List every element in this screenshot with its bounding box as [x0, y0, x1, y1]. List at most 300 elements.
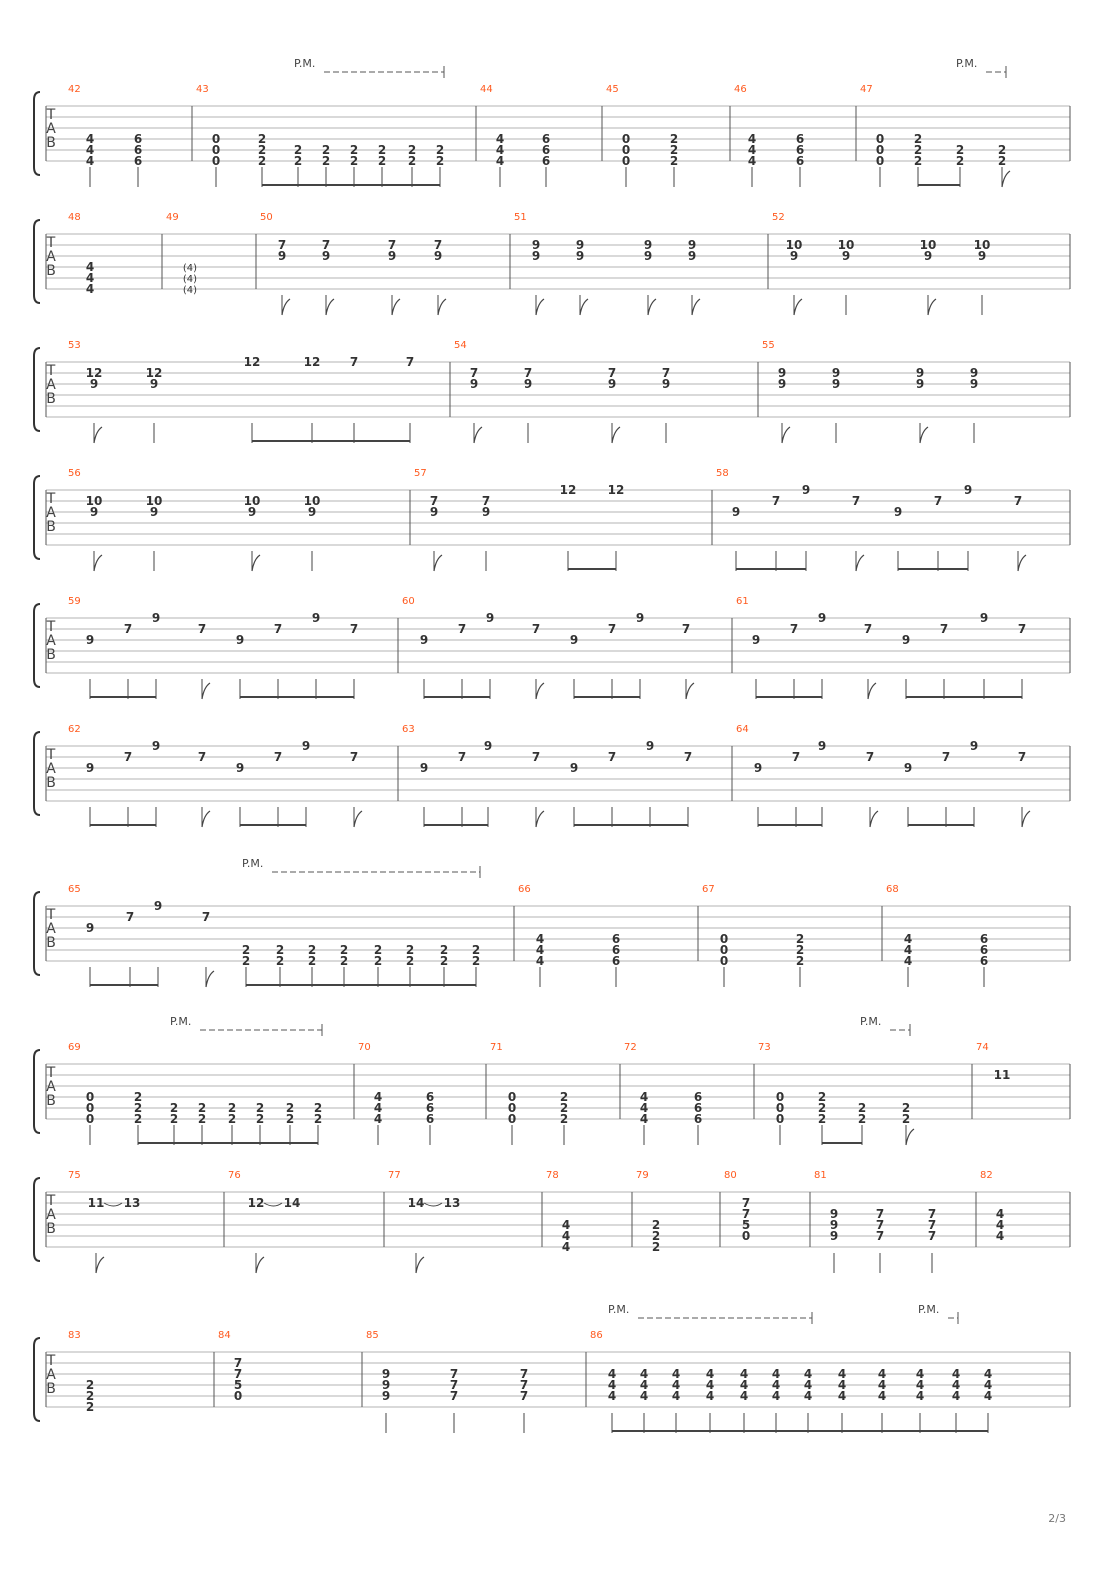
fret-number: 7	[933, 494, 943, 508]
fret-number: 4	[85, 260, 95, 274]
note-column	[570, 761, 578, 827]
tab-clef-letter: T	[46, 1065, 56, 1081]
fret-number: 4	[747, 132, 757, 146]
note-flag	[928, 299, 936, 315]
palm-mute-label: P.M.	[860, 1015, 882, 1028]
fret-number: 7	[387, 238, 397, 252]
note-column	[928, 1207, 936, 1273]
tab-clef-letter: B	[46, 391, 56, 407]
fret-number: 4	[495, 143, 505, 157]
note-flag	[206, 971, 214, 987]
note-column	[952, 1367, 960, 1433]
fret-number: 4	[915, 1378, 925, 1392]
note-column	[86, 1378, 94, 1414]
fret-number: 2	[559, 1090, 569, 1104]
note-column	[622, 132, 630, 187]
fret-number: 12	[559, 483, 577, 497]
note-column	[314, 1101, 322, 1145]
fret-number: 6	[611, 943, 621, 957]
measure	[68, 1330, 94, 1414]
note-column	[258, 132, 266, 187]
fret-number: 4	[85, 143, 95, 157]
fret-number: 14	[407, 1196, 425, 1210]
fret-number: 2	[817, 1101, 827, 1115]
fret-number: 2	[133, 1112, 143, 1126]
fret-number: 7	[531, 622, 541, 636]
fret-number: 4	[837, 1389, 847, 1403]
fret-number: 4	[607, 1367, 617, 1381]
note-column	[608, 483, 625, 571]
fret-number: 9	[153, 899, 163, 913]
tab-clef-letter: A	[46, 633, 56, 649]
fret-number: 9	[419, 761, 429, 775]
note-column	[786, 238, 803, 315]
note-column	[496, 132, 504, 187]
tab-system	[34, 724, 1070, 827]
fret-number: 4	[747, 143, 757, 157]
note-flag	[202, 683, 210, 699]
fret-number: 2	[307, 954, 317, 968]
note-column	[276, 943, 284, 987]
note-column	[524, 366, 532, 443]
note-flag	[1018, 555, 1026, 571]
note-column	[146, 494, 163, 571]
fret-number: 9	[311, 611, 321, 625]
fret-number: 12	[247, 1196, 265, 1210]
measure	[68, 1170, 140, 1273]
measure-number: 77	[388, 1170, 401, 1181]
measure-number: 63	[402, 724, 415, 735]
note-column	[170, 1101, 178, 1145]
measure-number: 76	[228, 1170, 241, 1181]
fret-number: 6	[611, 932, 621, 946]
fret-number: 9	[569, 633, 579, 647]
tab-clef-letter: B	[46, 935, 56, 951]
note-column	[612, 932, 620, 987]
note-column	[388, 238, 400, 315]
note-column	[980, 932, 988, 987]
note-column	[286, 1101, 294, 1145]
measure-number: 68	[886, 884, 899, 895]
fret-number: 2	[257, 154, 267, 168]
fret-number: 9	[151, 739, 161, 753]
note-column	[532, 750, 544, 827]
tab-clef-letter: B	[46, 1093, 56, 1109]
note-column	[830, 1207, 838, 1273]
measure-number: 86	[590, 1330, 603, 1341]
fret-number: 9	[893, 505, 903, 519]
note-column	[482, 494, 490, 571]
fret-number: 9	[915, 377, 925, 391]
tab-clef-letter: B	[46, 519, 56, 535]
note-column	[608, 750, 616, 827]
fret-number: 9	[381, 1367, 391, 1381]
fret-number: 2	[955, 143, 965, 157]
measure	[698, 884, 804, 987]
note-column	[980, 611, 988, 699]
tab-system	[34, 857, 1070, 987]
fret-number: 2	[285, 1101, 295, 1115]
tab-clef-letter: A	[46, 377, 56, 393]
fret-number: 6	[541, 154, 551, 168]
note-column	[86, 1090, 94, 1145]
measure	[476, 84, 550, 187]
fret-number: 0	[621, 143, 631, 157]
fret-number: 4	[705, 1367, 715, 1381]
fret-number: 0	[507, 1090, 517, 1104]
measure-number: 81	[814, 1170, 827, 1181]
note-column	[470, 366, 482, 443]
fret-number: 4	[373, 1101, 383, 1115]
measure-number: 85	[366, 1330, 379, 1341]
fret-number: 7	[875, 1207, 885, 1221]
note-flag	[94, 555, 102, 571]
note-column	[742, 1196, 750, 1243]
note-column	[720, 932, 728, 987]
fret-number: 4	[995, 1218, 1005, 1232]
fret-number: 7	[927, 1207, 937, 1221]
fret-number: 4	[983, 1378, 993, 1392]
fret-number: 7	[927, 1218, 937, 1232]
measure-number: 67	[702, 884, 715, 895]
fret-number: 4	[639, 1367, 649, 1381]
note-flag	[692, 299, 700, 315]
measure	[68, 884, 480, 987]
palm-mute-marker	[294, 57, 444, 78]
fret-number: 2	[857, 1101, 867, 1115]
fret-number: 6	[541, 143, 551, 157]
fret-number: 9	[801, 483, 811, 497]
fret-number: 2	[373, 943, 383, 957]
tab-clef-letter: T	[46, 747, 56, 763]
fret-number: 0	[85, 1101, 95, 1115]
fret-number: 2	[817, 1112, 827, 1126]
note-flag	[392, 299, 400, 315]
palm-mute-marker	[170, 1015, 322, 1036]
note-column	[378, 143, 386, 187]
palm-mute-marker	[860, 1015, 910, 1036]
fret-number: 2	[227, 1112, 237, 1126]
fret-number: 4	[951, 1378, 961, 1392]
fret-number: 7	[741, 1207, 751, 1221]
fret-number: 4	[705, 1378, 715, 1392]
measure	[972, 1042, 1010, 1119]
note-column	[248, 1196, 301, 1273]
fret-number: 9	[277, 249, 287, 263]
fret-number: 2	[349, 143, 359, 157]
fret-number: 4	[639, 1101, 649, 1115]
fret-number: 4	[877, 1378, 887, 1392]
fret-number: 7	[607, 622, 617, 636]
fret-number: 4	[771, 1378, 781, 1392]
palm-mute-label: P.M.	[956, 57, 978, 70]
note-flag	[612, 427, 620, 443]
measure-number: 46	[734, 84, 747, 95]
fret-number: 9	[483, 739, 493, 753]
note-column	[542, 132, 550, 187]
fret-number: 10	[243, 494, 261, 508]
fret-number: 9	[817, 611, 827, 625]
fret-number: 9	[635, 611, 645, 625]
fret-number: 7	[771, 494, 781, 508]
fret-number: 2	[439, 943, 449, 957]
measure	[732, 724, 1030, 827]
fret-number: 2	[293, 143, 303, 157]
note-column	[152, 611, 160, 699]
measure	[362, 1330, 528, 1433]
note-column	[984, 1367, 992, 1433]
fret-number: 2	[997, 154, 1007, 168]
tab-clef-letter: A	[46, 505, 56, 521]
measure-number: 69	[68, 1042, 81, 1053]
note-column	[408, 1196, 461, 1273]
note-flag	[94, 427, 102, 443]
fret-number: 6	[693, 1101, 703, 1115]
measure	[510, 212, 700, 315]
measure	[882, 884, 988, 987]
fret-number: 10	[145, 494, 163, 508]
fret-number: 7	[277, 238, 287, 252]
fret-number: 2	[405, 954, 415, 968]
note-column	[876, 1207, 884, 1273]
note-column	[560, 1090, 568, 1145]
note-column	[740, 1367, 748, 1433]
note-column	[838, 238, 855, 315]
fret-number: 2	[669, 154, 679, 168]
note-column	[640, 1090, 648, 1145]
fret-number: 9	[381, 1389, 391, 1403]
note-column	[420, 761, 428, 827]
measure	[768, 212, 990, 315]
page-number: 2/3	[1048, 1512, 1066, 1525]
slide-target-fret: 13	[443, 1196, 461, 1210]
note-column	[274, 750, 282, 827]
note-column	[790, 622, 798, 699]
fret-number: 2	[307, 943, 317, 957]
note-column	[86, 494, 103, 571]
fret-number: 6	[425, 1112, 435, 1126]
note-column	[644, 238, 656, 315]
note-column	[682, 622, 694, 699]
note-column	[752, 633, 760, 699]
fret-number: 4	[837, 1367, 847, 1381]
fret-number: 7	[321, 238, 331, 252]
fret-number: 4	[535, 954, 545, 968]
system-bracket	[34, 1178, 40, 1261]
fret-number: 9	[85, 921, 95, 935]
fret-number: 2	[227, 1101, 237, 1115]
note-column	[440, 943, 448, 987]
note-flag	[1002, 171, 1010, 187]
measure	[256, 212, 446, 315]
fret-number: 4	[995, 1207, 1005, 1221]
note-column	[134, 1090, 142, 1145]
note-flag	[870, 811, 878, 827]
measure	[754, 1042, 914, 1145]
fret-number: 0	[621, 132, 631, 146]
tab-system	[34, 468, 1070, 571]
palm-mute-label: P.M.	[242, 857, 264, 870]
tab-clef-letter: T	[46, 1193, 56, 1209]
fret-number: 2	[349, 154, 359, 168]
fret-number: 9	[523, 377, 533, 391]
fret-number: 2	[293, 154, 303, 168]
measure	[976, 1170, 1004, 1247]
palm-mute-label: P.M.	[170, 1015, 192, 1028]
note-column	[420, 633, 428, 699]
note-column	[450, 1367, 458, 1433]
note-column	[894, 505, 902, 571]
note-column	[796, 932, 804, 987]
fret-number: 7	[273, 750, 283, 764]
note-column	[818, 1090, 826, 1145]
tab-clef-letter: B	[46, 135, 56, 151]
measure-number: 60	[402, 596, 415, 607]
note-column	[322, 143, 330, 187]
fret-number: 9	[469, 377, 479, 391]
fret-number: 7	[125, 910, 135, 924]
fret-number: 0	[775, 1090, 785, 1104]
note-flag	[906, 1129, 914, 1145]
fret-number: 7	[273, 622, 283, 636]
note-column	[406, 943, 414, 987]
note-column	[536, 932, 544, 987]
note-flag	[1022, 811, 1030, 827]
note-column	[866, 750, 878, 827]
fret-number: 4	[85, 132, 95, 146]
note-column	[274, 622, 282, 699]
fret-number: 9	[661, 377, 671, 391]
measure	[810, 1170, 936, 1273]
note-column	[520, 1367, 528, 1433]
tab-clef-letter: A	[46, 1207, 56, 1223]
measure	[68, 468, 320, 571]
fret-number: 7	[519, 1389, 529, 1403]
fret-number: 2	[669, 132, 679, 146]
fret-number: 2	[407, 154, 417, 168]
fret-number: 6	[133, 132, 143, 146]
fret-number: 9	[789, 249, 799, 263]
fret-number: 4	[85, 154, 95, 168]
fret-number: 9	[923, 249, 933, 263]
fret-number: 7	[939, 622, 949, 636]
note-column	[202, 910, 214, 987]
fret-number: 0	[741, 1229, 751, 1243]
note-column	[308, 943, 316, 987]
fret-number: 2	[471, 943, 481, 957]
note-column	[688, 238, 700, 315]
measure-number: 73	[758, 1042, 771, 1053]
fret-number: 9	[831, 366, 841, 380]
fret-number: 0	[507, 1101, 517, 1115]
fret-number: 9	[963, 483, 973, 497]
fret-number: 9	[969, 739, 979, 753]
fret-number: 6	[541, 132, 551, 146]
measure-number: 44	[480, 84, 493, 95]
measure-number: 58	[716, 468, 729, 479]
measure	[632, 1170, 660, 1254]
fret-number: 9	[731, 505, 741, 519]
note-column	[646, 739, 654, 827]
tab-clef-letter: A	[46, 1079, 56, 1095]
fret-number: 9	[607, 377, 617, 391]
measure-number: 83	[68, 1330, 81, 1341]
fret-number: 7	[449, 1367, 459, 1381]
fret-number: 7	[875, 1218, 885, 1232]
fret-number: 9	[531, 249, 541, 263]
note-column	[956, 143, 964, 187]
fret-number: 4	[607, 1389, 617, 1403]
note-flag	[686, 683, 694, 699]
note-column	[458, 622, 466, 699]
note-column	[236, 761, 244, 827]
fret-number: 4	[495, 154, 505, 168]
measure	[450, 340, 670, 443]
fret-number: 0	[719, 932, 729, 946]
fret-number: 9	[419, 633, 429, 647]
note-column	[670, 132, 678, 187]
fret-number: 0	[85, 1112, 95, 1126]
fret-number: 0	[719, 954, 729, 968]
note-column	[486, 611, 494, 699]
fret-number: 7	[607, 750, 617, 764]
measure-number: 57	[414, 468, 427, 479]
fret-number: 4	[535, 932, 545, 946]
note-column	[434, 238, 446, 315]
note-column	[608, 366, 620, 443]
fret-number: 2	[439, 954, 449, 968]
palm-mute-marker	[242, 857, 480, 878]
note-column	[244, 494, 261, 571]
fret-number: 9	[831, 377, 841, 391]
note-column	[1018, 622, 1026, 699]
tab-clef-letter: A	[46, 1367, 56, 1383]
fret-number: 6	[425, 1101, 435, 1115]
fret-number: 2	[169, 1112, 179, 1126]
note-flag	[416, 1257, 424, 1273]
fret-number: 2	[901, 1101, 911, 1115]
system-bracket	[34, 476, 40, 559]
fret-number: 9	[643, 238, 653, 252]
tab-clef-letter: B	[46, 775, 56, 791]
tab-clef-letter: B	[46, 647, 56, 663]
fret-number: 9	[777, 377, 787, 391]
fret-number: 7	[851, 494, 861, 508]
fret-number: 7	[349, 622, 359, 636]
measure-number: 80	[724, 1170, 737, 1181]
fret-number: 9	[829, 1218, 839, 1232]
tab-system	[34, 57, 1070, 187]
fret-number: (4)	[182, 263, 198, 274]
fret-number: 11	[87, 1196, 105, 1210]
fret-number: 2	[997, 143, 1007, 157]
note-column	[636, 611, 644, 699]
measure	[214, 1330, 242, 1407]
fret-number: 2	[255, 1101, 265, 1115]
fret-number: 6	[979, 932, 989, 946]
fret-number: 2	[857, 1112, 867, 1126]
note-flag	[536, 683, 544, 699]
fret-number: 4	[903, 932, 913, 946]
fret-number: 7	[1013, 494, 1023, 508]
fret-number: 2	[651, 1240, 661, 1254]
measure-number: 84	[218, 1330, 231, 1341]
note-column	[904, 932, 912, 987]
note-column	[562, 1218, 570, 1254]
note-column	[904, 761, 912, 827]
tab-clef-letter: T	[46, 1353, 56, 1369]
fret-number: 12	[85, 366, 103, 380]
